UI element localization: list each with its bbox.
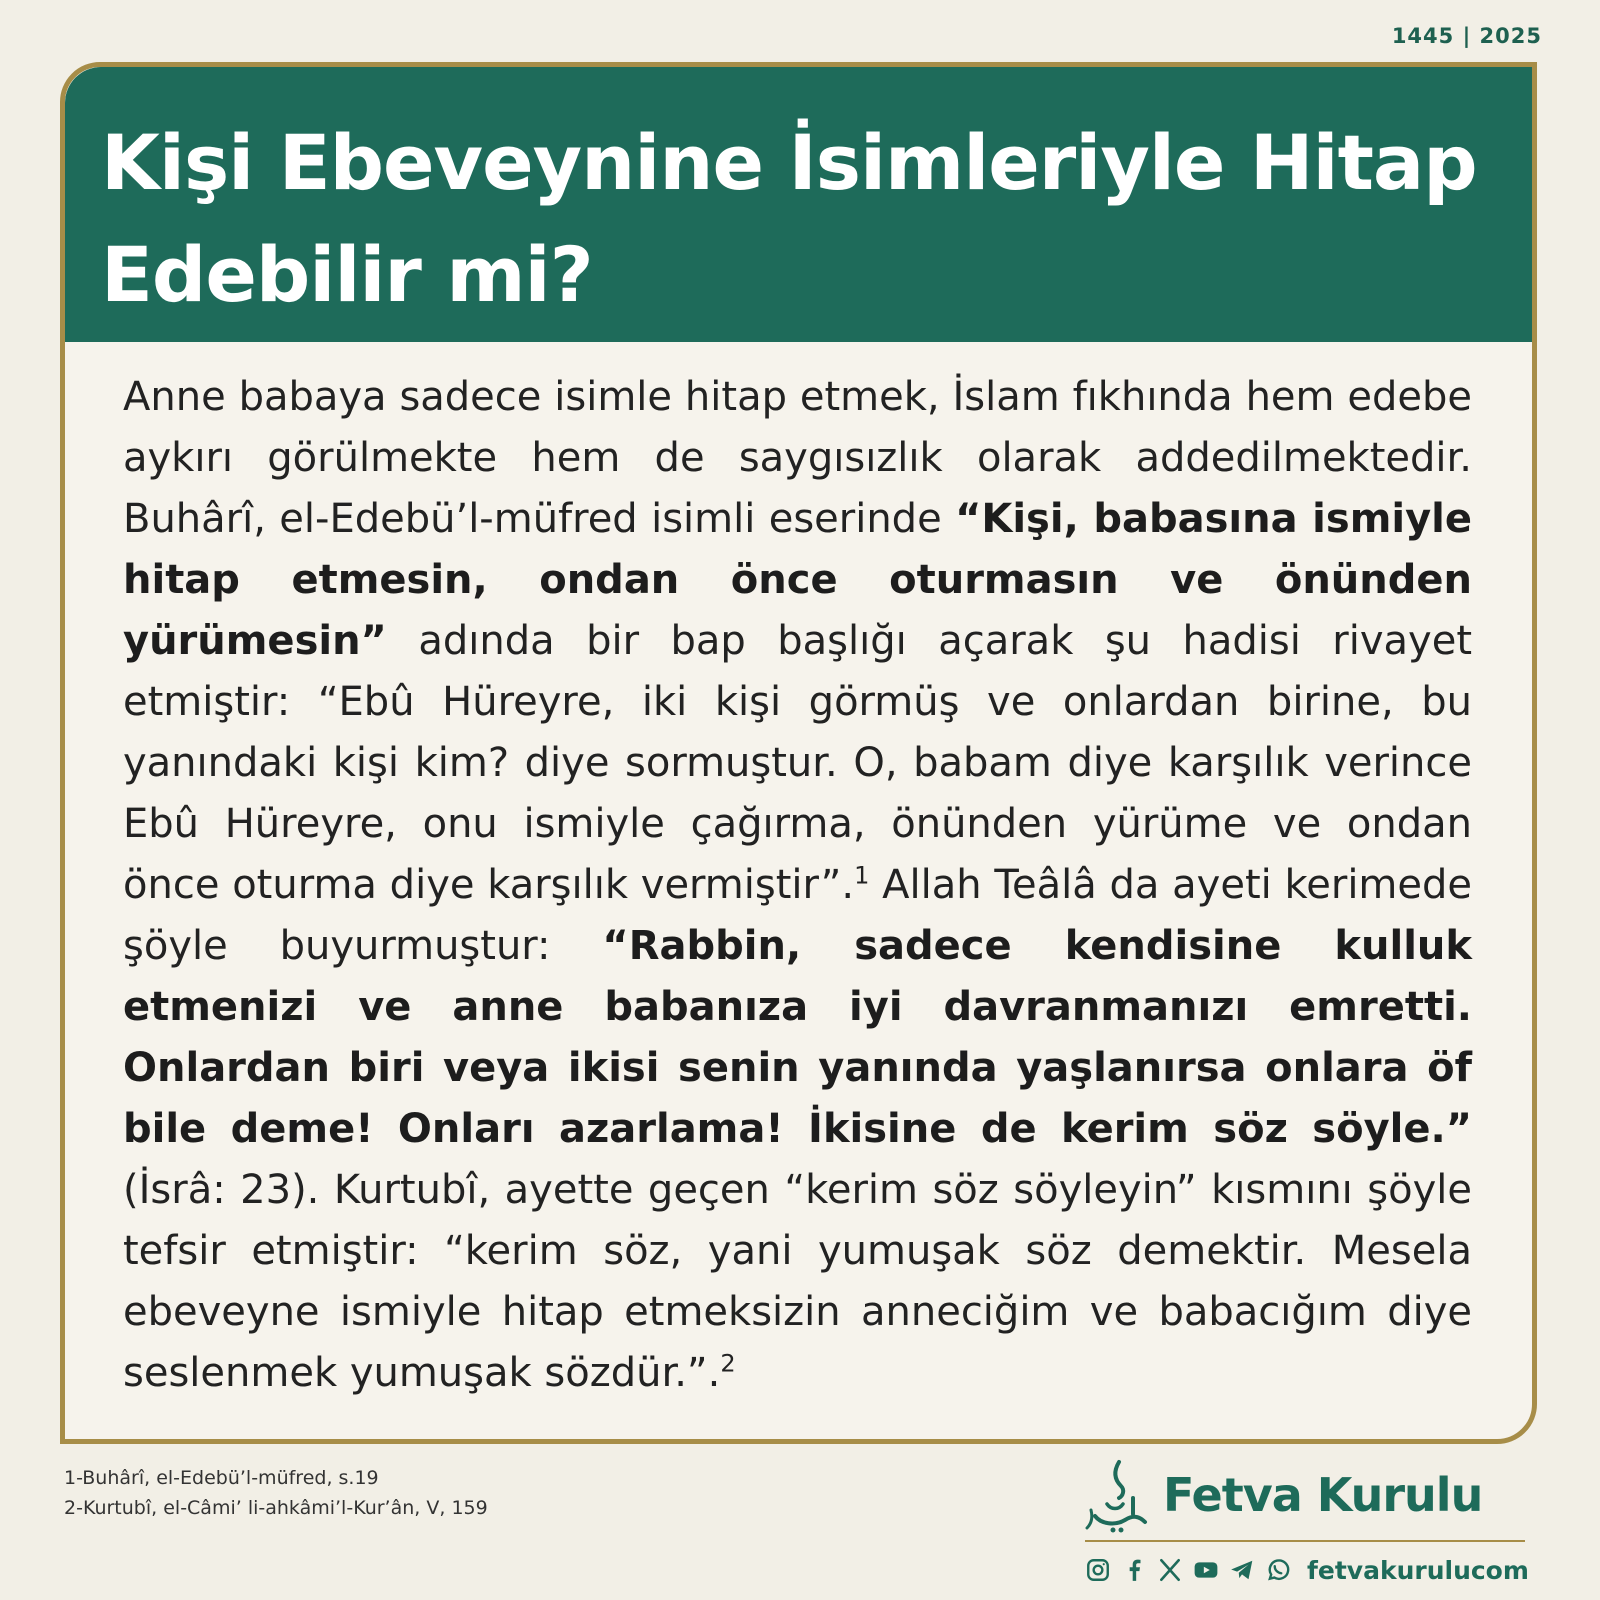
- whatsapp-icon[interactable]: [1265, 1557, 1291, 1583]
- footnote-1: 1-Buhârî, el-Edebü’l-müfred, s.19: [64, 1467, 379, 1489]
- body-text-4: (İsrâ: 23). Kurtubî, ayette geçen “kerim söz söyleyin” kısmını şöyle tefsir etmiştir: “kerim söz, yani yumuşak söz demektir. Mesela ebeveyne ismiyle hitap etmeksizin anneciğim ve babacığım diye seslenmek yumuşak sözdür.”.: [123, 1167, 1472, 1396]
- body-text-2: adında bir bap başlığı açarak şu hadisi rivayet etmiştir: “Ebû Hüreyre, iki kişi görmüş ve onlardan birine, bu yanındaki kişi kim? diye sormuştur. O, babam diye karşılık verince Ebû Hüreyre, onu ismiyle çağırma, önünden yürüme ve ondan önce oturma diye karşılık vermiştir”.: [123, 618, 1472, 908]
- social-handle[interactable]: fetvakurulucom: [1307, 1555, 1529, 1585]
- bold-quote-hadith-chapter: “Kişi, babasına ismiyle hitap etmesin, ondan önce oturmasın ve önünden yürümesin”: [123, 496, 1473, 664]
- footnotes: [64, 1463, 488, 1523]
- body-text-1: Anne babaya sadece isimle hitap etmek, İslam fıkhında hem edebe aykırı görülmekte hem de saygısızlık olarak addedilmektedir. Buhârî, el-Edebü’l-müfred isimli eserinde: [123, 374, 1472, 542]
- brand-logo: [1085, 1458, 1525, 1536]
- year-label: 1445 | 2025: [1391, 24, 1542, 48]
- social-bar: [1085, 1550, 1529, 1590]
- instagram-icon[interactable]: [1085, 1557, 1111, 1583]
- telegram-icon[interactable]: [1229, 1557, 1255, 1583]
- bold-quote-verse: “Rabbin, sadece kendisine kulluk etmenizi ve anne babanıza iyi davranmanızı emretti. Onlardan biri veya ikisi senin yanında yaşlanırsa onlara öf bile deme! Onları azarlama! İkisine de kerim söz söyle.”: [123, 923, 1473, 1152]
- footnote-ref-1: 1: [854, 861, 870, 890]
- fetva-calligraphy-logo-icon: [1085, 1458, 1155, 1536]
- title-banner: [65, 67, 1532, 342]
- page-title: Kişi Ebeveynine İsimleriyle Hitap Edebilir mi?: [101, 118, 1477, 319]
- footnote-2: 2-Kurtubî, el-Câmi’ li-ahkâmi’l-Kur’ân, V, 159: [64, 1497, 488, 1519]
- footnote-ref-2: 2: [720, 1349, 736, 1378]
- x-icon[interactable]: [1157, 1557, 1183, 1583]
- brand-name: Fetva Kurulu: [1163, 1468, 1483, 1522]
- youtube-icon[interactable]: [1193, 1557, 1219, 1583]
- content-card: [60, 62, 1537, 1444]
- brand-divider: [1085, 1540, 1525, 1542]
- facebook-icon[interactable]: [1121, 1557, 1147, 1583]
- article-body: [123, 367, 1472, 1404]
- body-text-3: Allah Teâlâ da ayeti kerimede şöyle buyurmuştur:: [123, 862, 1473, 969]
